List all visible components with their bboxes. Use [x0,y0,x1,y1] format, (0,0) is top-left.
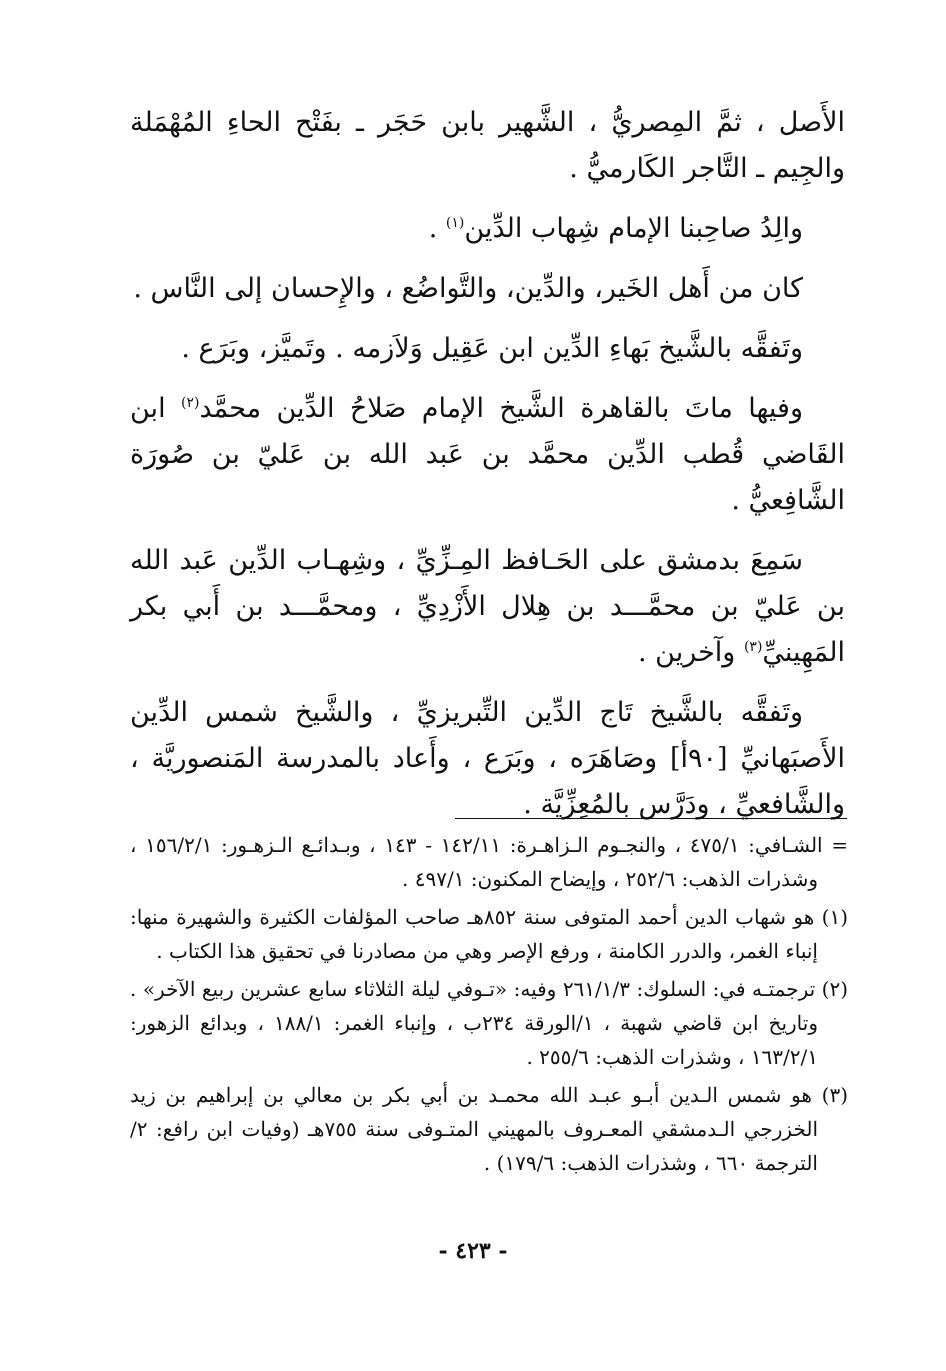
footnote-text: (١) هو شهاب الدين أحمد المتوفى سنة ٨٥٢هـ صاحب المؤلفات الكثيرة والشهيرة منها: إنباء الغمر، والدرر الكامنة ، ورفع الإصر وهي من مصادرنا في تحقيق هذا الكتاب . [130,905,849,963]
main-text [130,100,845,842]
paragraph-text: والِدُ صاحِبنا الإمام شِهاب الدِّين [464,213,803,244]
paragraph [130,386,845,524]
footnote-separator [455,818,847,819]
page-number: - ٤٢٣ - [438,1238,508,1264]
paragraph-text-tail: ابن القَاضي قُطب الدِّين محمَّد بن عَبد الله بن عَليّ بن صُورَة الشَّافِعيُّ . [130,393,845,516]
footnote-text: (٢) ترجمتـه في: السلوك: ٢٦١/١/٣ وفيه: «تـوفي ليلة الثلاثاء سابع عشرين ربيع الآخر» . وتاريخ ابن قاضي شهبة ، ١/الورقة ٢٣٤ب ، وإنباء الغمر: ١٨٨/١ ، وبدائع الزهور: ١٦٣/٢/١ ، وشذرات الذهب: ٢٥٥/٦ . [130,977,849,1069]
paragraph [130,266,845,312]
paragraph-text: وتَفقَّه بالشَّيخ تَاج الدِّين التِّبريزيِّ ، والشَّيخ شمس الدِّين الأَصبَهانيِّ [٩٠أ] وصَاهَرَه ، وبَرَع ، وأَعاد بالمدرسة المَنصوريَّة ، والشَّافعيِّ ، ودَرَّس بالمُعِزِّيَّة . [130,697,845,820]
paragraph [130,326,845,372]
paragraph-text: سَمِعَ بدمشق على الحَـافظ المِـزِّيِّ ، وشِهـاب الدِّين عَبد الله بن عَليّ بن محمَّـــد بن هِلال الأَزْدِيِّ ، ومحمَّـــد بن أَبي بكر المَهِينيِّ [130,545,845,668]
paragraph-text: وتَفقَّه بالشَّيخ بَهاءِ الدِّين ابن عَقِيل وَلاَزمه . وتَميَّز، وبَرَع . [181,333,803,364]
footnote-reference[interactable]: (٣) [743,639,763,655]
footnote-1 [130,900,848,968]
paragraph-text: وفيها ماتَ بالقاهرة الشَّيخ الإمام صَلاحُ الدِّين محمَّد [199,393,803,424]
paragraph [130,206,845,252]
paragraph-text-tail: وآخرين . [637,637,744,668]
paragraph [130,100,845,192]
footnote-2 [130,972,848,1074]
footnotes-section [130,828,848,1184]
paragraph-text: كان من أَهل الخَير، والدِّين، والتَّواضُع ، والإِحسان إلى النَّاس . [133,273,803,304]
paragraph-text: الأَصل ، ثمَّ المِصريُّ ، الشَّهير بابن حَجَر ـ بفَتْح الحاءِ المُهْمَلة والجِيم ـ التَّاجر الكَارميُّ . [130,107,845,184]
footnote-reference[interactable]: (١) [445,215,465,231]
footnote-text: = الشـافي: ٤٧٥/١ ، والنجـوم الـزاهـرة: ١٤٢/١١ - ١٤٣ ، وبـدائـع الـزهـور: ١٥٦/٢/١ ، وشذرات الذهب: ٢٥٢/٦ ، وإيضاح المكنون: ٤٩٧/١ . [130,833,849,891]
footnote-continuation [130,828,848,896]
paragraph-text-tail: . [428,213,446,244]
paragraph [130,538,845,676]
footnote-3 [130,1078,848,1180]
footnote-text: (٣) هو شمس الـدين أبـو عبـد الله محمـد بن أبي بكر بن معالي بن إبراهيم بن زيد الخزرجي الـدمشقي المعـروف بالمهيني المتـوفى سنة ٧٥٥هـ (وفيات ابن رافع: ٢/الترجمة ٦٦٠ ، وشذرات الذهب: ١٧٩/٦) . [130,1083,848,1175]
footnote-reference[interactable]: (٢) [180,395,200,411]
paragraph [130,690,845,828]
